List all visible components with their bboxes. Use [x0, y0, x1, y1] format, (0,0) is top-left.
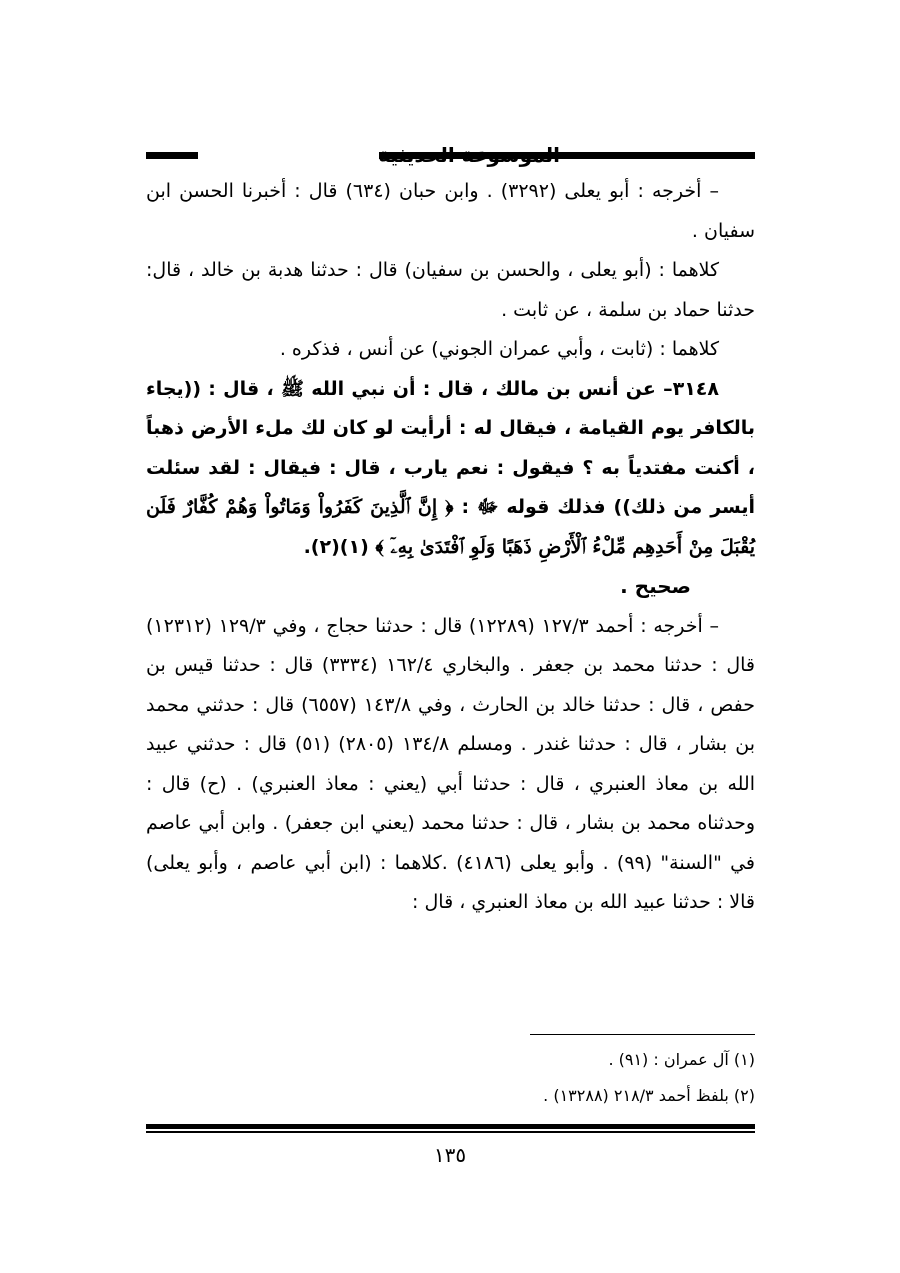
footnote-references: (١)(٢).: [303, 535, 369, 558]
page-title: الموسوعة الحديثية: [378, 143, 560, 167]
takhrij-paragraph-3: كلاهما : (ثابت ، وأبي عمران الجوني) عن أنس ، فذكره .: [279, 338, 719, 360]
page-number: ١٣٥: [433, 1143, 467, 1167]
main-text: [146, 172, 755, 923]
takhrij-paragraph-1: – أخرجه : أبو يعلى (٣٢٩٢) . وابن حبان (٦٣٤) قال : أخبرنا الحسن ابن سفيان .: [146, 180, 755, 242]
hadith-number: ٣١٤٨–: [663, 377, 719, 400]
header-rule-short: [146, 152, 198, 159]
takhrij-paragraph-2: كلاهما : (أبو يعلى ، والحسن بن سفيان) قال : حدثنا هدبة بن خالد ، قال: حدثنا حماد بن سلمة ، عن ثابت .: [146, 259, 755, 321]
hadith-text: عن أنس بن مالك ، قال : أن نبي الله ﷺ ، قال : ((يجاء بالكافر يوم القيامة ، فيقال له : أرأيت لو كان لك ملء الأرض ذهباً ، أكنت مفتدياً به ؟ فيقول : نعم يارب ، قال : فيقال : لقد سئلت أيسر من ذلك)) فذلك قوله ﷻ :: [146, 377, 756, 518]
footer-rule-thin: [146, 1131, 755, 1133]
footnote-2: (٢) بلفظ أحمد ٢١٨/٣ (١٣٢٨٨) .: [543, 1086, 755, 1105]
footnote-1: (١) آل عمران : (٩١) .: [608, 1050, 755, 1069]
footnotes: [146, 1042, 755, 1114]
footnote-separator: [530, 1034, 755, 1035]
hadith-grade: صحيح .: [620, 574, 691, 598]
quran-verse: ﴿ إِنَّ ٱلَّذِينَ كَفَرُواْ وَمَاتُواْ وَهُمْ كُفَّارٌ فَلَن يُقْبَلَ مِنْ أَحَدِهِم مِّلْءُ ٱلْأَرْضِ ذَهَبًا وَلَوِ ٱفْتَدَىٰ بِهِۦٓ ﴾: [146, 496, 755, 558]
page-header: [146, 140, 755, 170]
takhrij-paragraph-4: – أخرجه : أحمد ١٢٧/٣ (١٢٢٨٩) قال : حدثنا حجاج ، وفي ١٢٩/٣ (١٢٣١٢) قال : حدثنا محمد بن جعفر . والبخاري ١٦٢/٤ (٣٣٣٤) قال : حدثنا قيس بن حفص ، قال : حدثنا خالد بن الحارث ، وفي ١٤٣/٨ (٦٥٥٧) قال : حدثني محمد بن بشار ، قال : حدثنا غندر . ومسلم ١٣٤/٨ (٢٨٠٥) (٥١) قال : حدثني عبيد الله بن معاذ العنبري ، قال : حدثنا أبي (يعني : معاذ العنبري) . (ح) قال : وحدثناه محمد بن بشار ، قال : حدثنا محمد (يعني ابن جعفر) . وابن أبي عاصم في "السنة" (٩٩) . وأبو يعلى (٤١٨٦) .كلاهما : (ابن أبي عاصم ، وأبو يعلى) قالا : حدثنا عبيد الله بن معاذ العنبري ، قال :: [146, 614, 756, 913]
hadith-block: [146, 370, 755, 568]
footer-rule-thick: [146, 1124, 755, 1129]
